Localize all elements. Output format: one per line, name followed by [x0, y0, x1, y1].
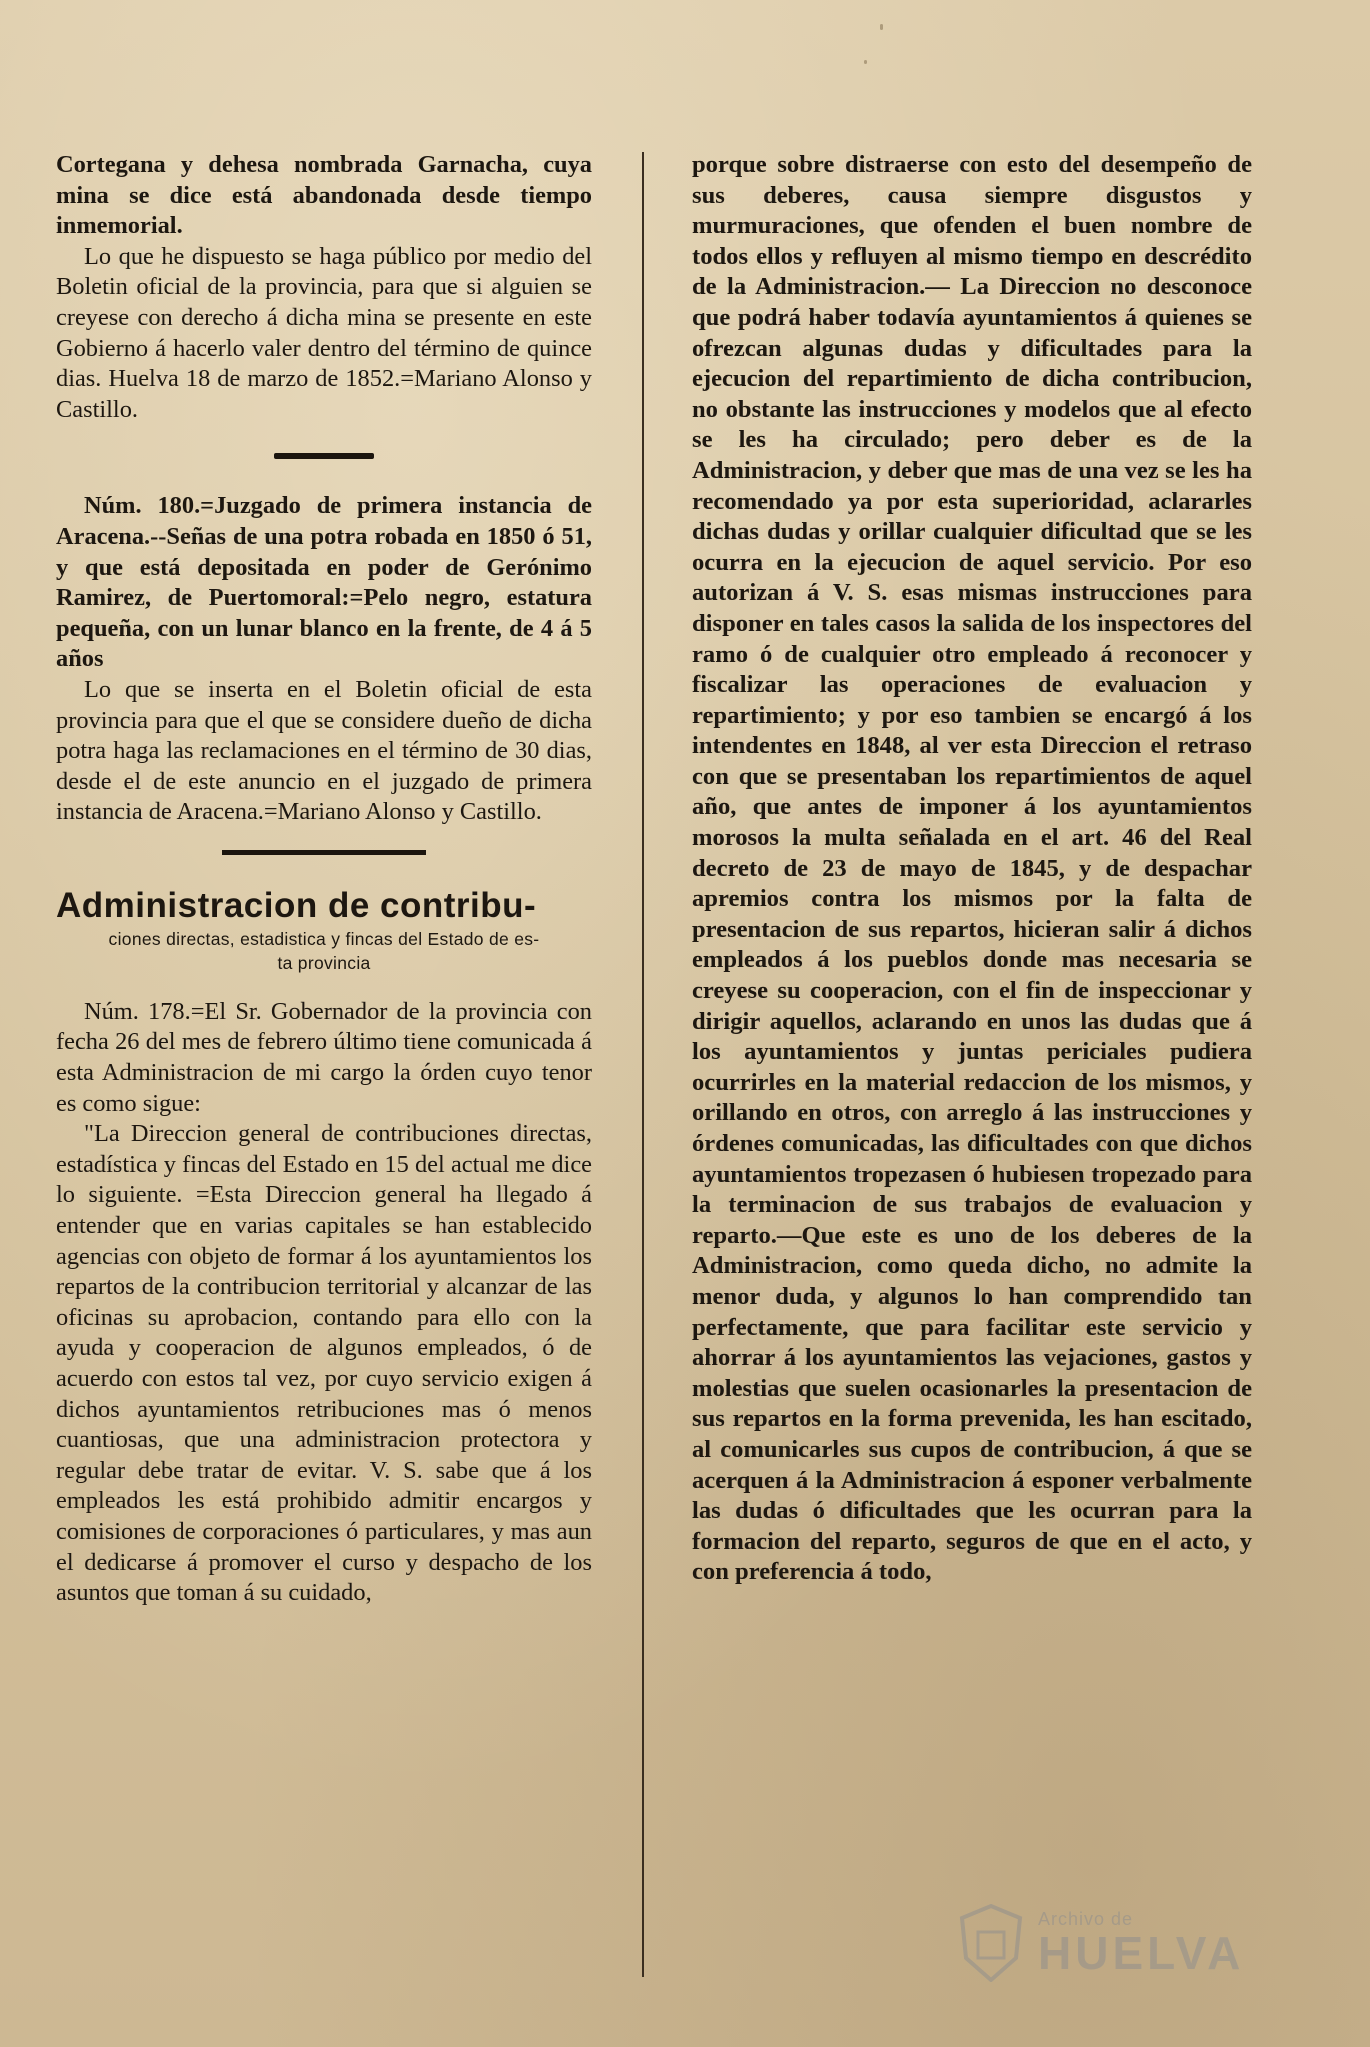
right-column: [692, 150, 1252, 1588]
section-subtitle: [56, 927, 592, 975]
left-column: [56, 150, 592, 1609]
archive-seal-icon: [956, 1902, 1026, 1982]
column-divider: [642, 152, 644, 1977]
archive-watermark: [956, 1899, 1286, 1985]
paragraph-mine-notice: Lo que he dispuesto se haga público por medio del Boletin oficial de la provincia, para que si alguien se creyese con derecho á dicha mina se presente en este Gobierno á hacerlo valer dentro del término de quince dias. Huelva 18 de marzo de 1852.=Mariano Alonso y Castillo.: [56, 242, 592, 423]
section-separator: [274, 453, 374, 459]
paragraph-potra-notice: Lo que se inserta en el Boletin oficial de esta provincia para que el que se considere dueño de dicha potra haga las reclamaciones en el término de 30 dias, desde el de este anuncio en el juzgado de primera instancia de Aracena.=Mariano Alonso y Castillo.: [56, 675, 592, 826]
section-title: Administracion de contribu-: [56, 885, 537, 925]
paper-speck: [864, 60, 867, 64]
paper-speck: [880, 24, 883, 30]
section-separator-double: [222, 850, 426, 855]
section-subtitle-line-1: ciones directas, estadistica y fincas del Estado de es-: [108, 928, 540, 949]
paragraph-direccion-general: "La Direccion general de contribuciones directas, estadística y fincas del Estado en 15 del actual me dice lo siguiente. =Esta Direccion general ha llegado á entender que en varias capitales se han establecido agencias con objeto de formar á los ayuntamientos los repartos de la contribucion territorial y alcanzar de las oficinas su aprobacion, contando para ello con la ayuda y cooperacion de algunos empleados, ó de acuerdo con estos tal vez, por cuyo servicio exigen á dichos ayuntamientos retribuciones mas ó menos cuantiosas, que una administracion protectora y regular debe tratar de evitar. V. S. sabe que á los empleados les está prohibido admitir encargos y comisiones de corporaciones ó particulares, y mas aun el dedicarse á promover el curso y despacho de los asuntos que toman á su cuidado,: [56, 1120, 592, 1607]
paragraph-mine-location: Cortegana y dehesa nombrada Garnacha, cuya mina se dice está abandonada desde tiempo inmemorial.: [56, 151, 592, 240]
paragraph-num-180: Núm. 180.=Juzgado de primera instancia de Aracena.--Señas de una potra robada en 1850 ó 51, y que está depositada en poder de Gerónimo Ramirez, de Puertomoral:=Pelo negro, estatura pequeña, con un lunar blanco en la frente, de 4 á 5 años: [56, 492, 592, 673]
section-subtitle-line-2: ta provincia: [277, 952, 371, 973]
watermark-text: [1038, 1908, 1245, 1979]
paragraph-num-178: Núm. 178.=El Sr. Gobernador de la provincia con fecha 26 del mes de febrero último tiene comunicada á esta Administracion de mi cargo la órden cuyo tenor es como sigue:: [56, 997, 592, 1117]
paragraph-continuation: porque sobre distraerse con esto del desempeño de sus deberes, causa siempre disgustos y murmuraciones, que ofenden el buen nombre de todos ellos y refluyen al mismo tiempo en descrédito de la Administracion.— La Direccion no desconoce que podrá haber todavía ayuntamientos á quienes se ofrezcan algunas dudas y dificultades para la ejecucion del repartimiento de dicha contribucion, no obstante las instrucciones y modelos que al efecto se les ha circulado; pero deber es de la Administracion, y deber que mas de una vez se les ha recomendado ya por esta superioridad, aclararles dichas dudas y orillar cualquier dificultad que se les ocurra en la ejecucion de aquel servicio. Por eso autorizan á V. S. esas mismas instrucciones para disponer en tales casos la salida de los inspectores del ramo ó de cualquier otro empleado á reconocer y fiscalizar las operaciones de evaluacion y repartimiento; y por eso tambien se encargó á los intendentes en 1848, al ver esta Direccion el retraso con que se presentaban los repartimientos de aquel año, que antes de imponer á los ayuntamientos morosos la multa señalada en el art. 46 del Real decreto de 23 de mayo de 1845, y de despachar apremios contra los mismos por la falta de presentacion de sus repartos, hicieran salir á dichos empleados á los pueblos donde mas necesaria se creyese su cooperacion, con el fin de inspeccionar y dirigir aquellos, aclarando en unos las dudas que á los ayuntamientos y juntas periciales pudiera ocurrirles en la material redaccion de los mismos, y orillando en otros, con arreglo á las instrucciones y órdenes comunicadas, las dificultades con que dichos ayuntamientos tropezasen ó hubiesen tropezado para la terminacion de sus trabajos de evaluacion y reparto.—Que este es uno de los deberes de la Administracion, como queda dicho, no admite la menor duda, y algunos lo han comprendido tan perfectamente, que para facilitar este servicio y ahorrar á los ayuntamientos las vejaciones, gastos y molestias que suelen ocasionarles la presentacion de sus repartos en la forma prevenida, les han escitado, al comunicarles sus cupos de contribucion, á que se acerquen á la Administracion á esponer verbalmente las dudas ó dificultades que les ocurran para la formacion del reparto, seguros de que en el acto, y con preferencia á todo,: [692, 151, 1252, 1586]
watermark-big-text: HUELVA: [1038, 1926, 1245, 1979]
watermark-small-text: Archivo de: [1038, 1908, 1134, 1929]
